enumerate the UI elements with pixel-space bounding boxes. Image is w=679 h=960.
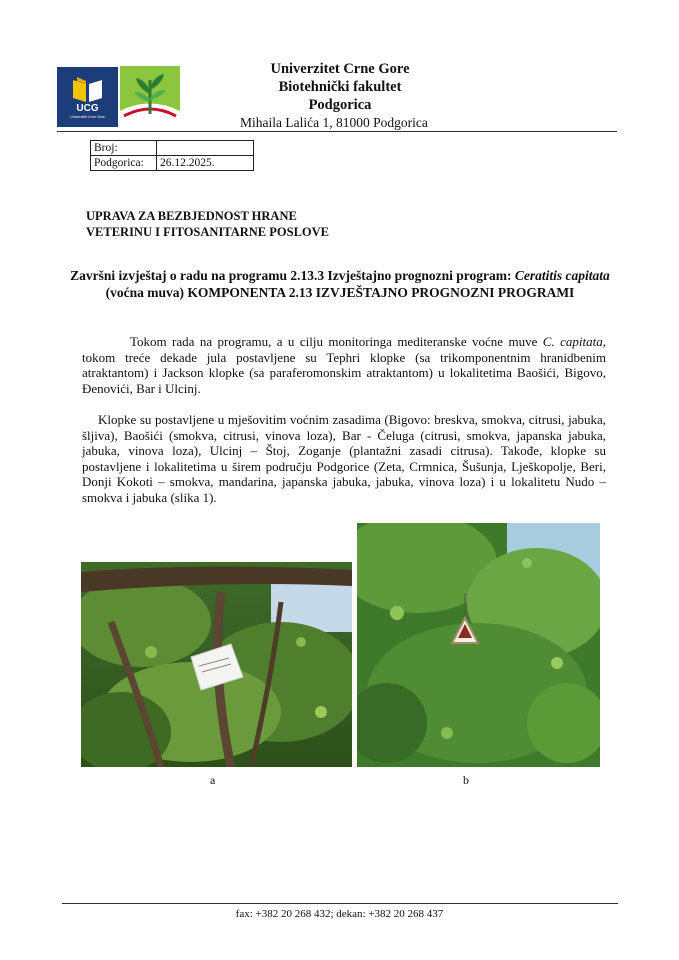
photo-b-jackson-trap (357, 523, 600, 767)
recipient-line-1: UPRAVA ZA BEZBJEDNOST HRANE (86, 209, 297, 223)
paragraph-2: Klopke su postavljene u mješovitim voćnim zasadima (Bigovo: breskva, smokva, citrusi, jabuka, šljiva), Baošići (smokva, citrusi, vinova loza), Bar - Čeluga (citrusi, smokva, japanska jabuka, jabuka, vinova loza), Ulcinj – Štoj, Zoganje (plantažni zasadi citrusa). Takođe, klopke su postavljene i lokalitetima u širem području Podgorice (Zeta, Crmnica, Šušunja, Lješkopolje, Beri, Donji Kokoti – smokva, mandarina, japanska jabuka, jabuka, vinova loza) i u lokalitetu Nudo – smokva i jabuka (slika 1). (82, 412, 606, 505)
plant-sprout-icon (120, 66, 180, 127)
logo-ucg-subtext: Univerzitet Crne Gore (70, 115, 105, 119)
photo-a-trap-in-citrus (81, 562, 352, 767)
header-divider (57, 131, 617, 132)
broj-label: Broj: (91, 141, 157, 156)
p1-species: C. capitata, (542, 334, 606, 349)
title-species: Ceratitis capitata (514, 268, 610, 283)
place-label: Podgorica: (91, 156, 157, 171)
biotechnical-faculty-logo (120, 66, 180, 127)
paragraph-1 (82, 334, 606, 396)
footer-contacts: fax: +382 20 268 432; dekan: +382 20 268 437 (235, 908, 444, 920)
address: Mihaila Lalića 1, 81000 Podgorica (240, 115, 428, 130)
ucg-logo (57, 67, 118, 127)
recipient-line-2: VETERINU I FITOSANITARNE POSLOVE (86, 225, 329, 239)
caption-b: b (463, 773, 469, 787)
title-part-2: (voćna muva) KOMPONENTA 2.13 IZVJEŠTAJNO PROGNOZNI PROGRAMI (105, 285, 575, 300)
p1-text-b: tokom treće dekade jula postavljene su Tephri klopke (sa trikomponentnim hranidbenim atraktantom) i Jackson klopke (sa paraferomonskim atraktantom) u lokalitetima Baošići, Bigovo, Đenovići, Bar i Ulcinj. (82, 349, 606, 396)
faculty-name: Biotehnički fakultet (278, 79, 402, 95)
footer-divider (62, 903, 618, 904)
city-name: Podgorica (308, 97, 372, 113)
broj-value (157, 141, 254, 156)
caption-a: a (210, 773, 216, 787)
university-name: Univerzitet Crne Gore (270, 61, 410, 77)
reference-box (90, 140, 254, 171)
book-icon (71, 76, 104, 104)
p1-text-a: Tokom rada na programu, a u cilju monitoringa mediteranske voćne muve (130, 334, 543, 349)
report-title (70, 267, 610, 301)
date-value: 26.12.2025. (157, 156, 254, 171)
title-part-1: Završni izvještaj o radu na programu 2.13.3 Izvještajno prognozni program: (70, 268, 515, 283)
logo-ucg-text: UCG (76, 103, 99, 114)
